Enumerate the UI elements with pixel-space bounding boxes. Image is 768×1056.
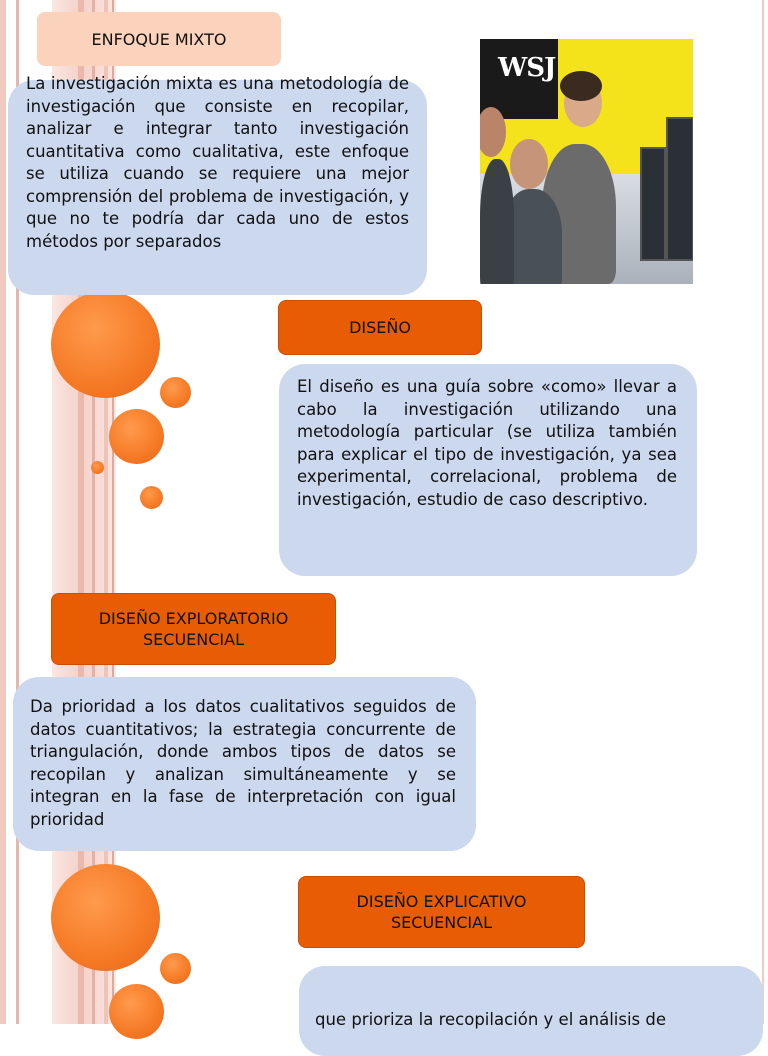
diseno-title-text: DISEÑO — [349, 318, 411, 337]
diseno-box — [279, 364, 697, 576]
photo-person — [480, 159, 514, 284]
exploratorio-title — [51, 593, 336, 665]
exploratorio-text: Da prioridad a los datos cualitativos seguidos de datos cuantitativos; la estrategia concurrente de triangulación, donde ambos tipos de datos se recopilan y analizan simultáneamente y se integran en la fase de interpretación con igual prioridad — [30, 697, 456, 829]
exploratorio-box — [13, 677, 476, 851]
diseno-text: El diseño es una guía sobre «como» llevar a cabo la investigación utilizando una metodología particular (se utiliza también para explicar el tipo de investigación, ya sea experimental, correlacional, problema de investigación, estudio de caso descriptivo. — [297, 377, 677, 509]
wsj-logo: WSJ — [498, 53, 556, 83]
enfoque-mixto-title-text: ENFOQUE MIXTO — [91, 29, 227, 49]
decor-circle-large — [51, 291, 160, 398]
photo-person-head — [480, 107, 506, 157]
explicativo-title — [298, 876, 585, 948]
photo-person-head — [510, 139, 548, 189]
explicativo-text: que prioriza la recopilación y el análisis de — [315, 1010, 667, 1029]
enfoque-mixto-text: La investigación mixta es una metodología de investigación que consiste en recopilar, analizar e integrar tanto investigación cuantitativa como cualitativa, este enfoque se utiliza cuando se requiere una mejor comprensión del problema de investigación, y que no te podría dar cada uno de estos métodos por separados — [26, 74, 409, 251]
enfoque-mixto-title — [37, 12, 281, 66]
explicativo-box — [299, 966, 763, 1056]
photo-monitor — [640, 147, 666, 261]
wsj-photo — [480, 39, 693, 284]
exploratorio-title-text: DISEÑO EXPLORATORIO SECUENCIAL — [98, 609, 289, 649]
decor-circle-tiny — [91, 461, 104, 474]
decor-circle-medium — [109, 409, 164, 464]
enfoque-mixto-box — [8, 74, 427, 295]
decor-circle-medium — [109, 984, 164, 1039]
decor-right-line — [762, 0, 764, 1024]
decor-circle-small — [160, 953, 191, 984]
decor-stripe — [0, 0, 6, 1024]
decor-circle-small — [160, 377, 191, 408]
diseno-title — [278, 300, 482, 355]
photo-monitor — [666, 117, 693, 261]
explicativo-title-text: DISEÑO EXPLICATIVO SECUENCIAL — [356, 892, 527, 932]
decor-circle-large — [51, 864, 160, 971]
decor-circle-small — [140, 486, 163, 509]
photo-person-hair — [560, 71, 602, 101]
